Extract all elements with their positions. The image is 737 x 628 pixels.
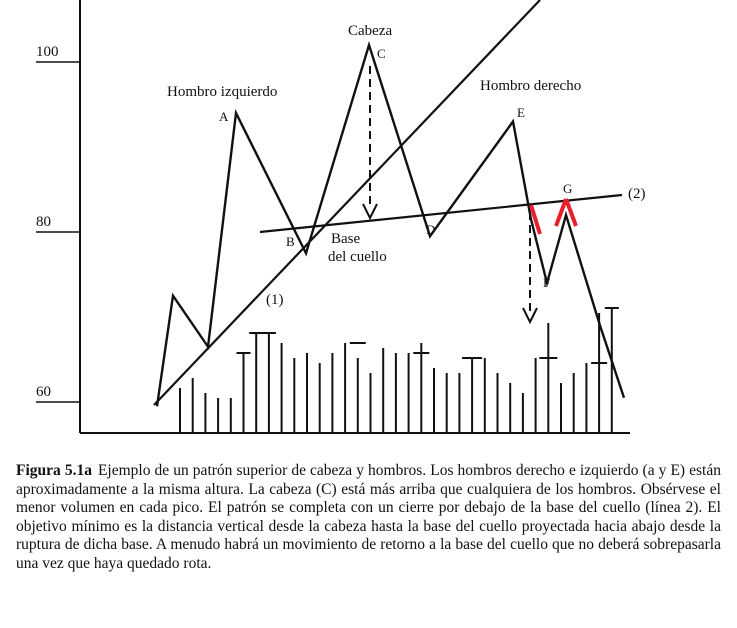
volume-bars (180, 308, 619, 433)
uptrend-line-1 (154, 0, 540, 405)
caption-text: Ejemplo de un patrón superior de cabeza y hombros. Los hombros derecho e izquierdo (a y E) están aproximadamente a la misma altura. La cabeza (C) está más arriba que cualquiera de los hombros. Obsérvese el menor volumen en cada pico. El patrón se completa con un cierre por debajo de la base del cuello (línea 2). El objetivo mínimo es la distancia vertical desde la cabeza hasta la base del cuello proyectada hacia abajo desde la ruptura de dicha base. A menudo habrá un movimiento de retorno a la base del cuello que no deberá sobrepasarla una vez que haya quedado rota. (16, 462, 721, 572)
point-label: D (426, 222, 436, 237)
neckline-2-label: (2) (628, 186, 646, 202)
head-label: Cabeza (348, 23, 393, 39)
figure-caption (16, 462, 721, 573)
trendline-1-label: (1) (266, 292, 284, 308)
point-label: A (219, 109, 229, 124)
figure-label: Figura 5.1a (16, 462, 92, 479)
y-tick-label: 80 (36, 214, 51, 230)
y-axis-ticks (36, 44, 80, 402)
neckline-label: Base (331, 231, 361, 247)
point-label: G (563, 181, 573, 196)
head-target-arrow-head (363, 204, 377, 218)
point-label: B (286, 234, 295, 249)
point-label: C (377, 46, 386, 61)
neckline-label: del cuello (328, 249, 387, 265)
retest-segment (531, 205, 540, 234)
right-shoulder-label: Hombro derecho (480, 78, 582, 94)
left-shoulder-label: Hombro izquierdo (167, 84, 278, 100)
y-tick-label: 60 (36, 384, 51, 400)
y-tick-label: 100 (36, 44, 59, 60)
point-label: E (517, 105, 525, 120)
point-label: F (543, 275, 551, 290)
